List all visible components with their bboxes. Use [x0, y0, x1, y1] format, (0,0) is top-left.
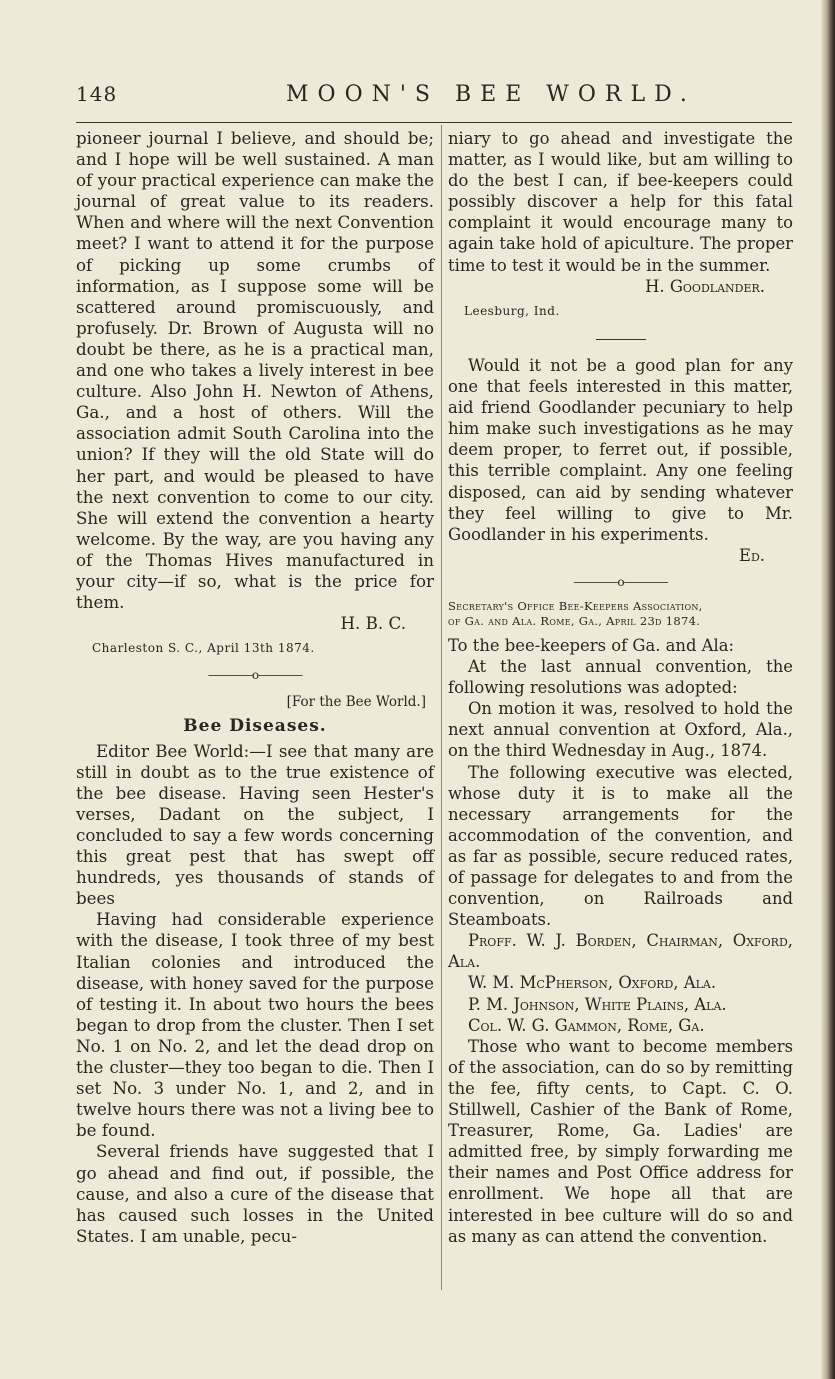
executive-members — [448, 930, 793, 1035]
short-rule — [448, 328, 793, 349]
editor-signature: Ed. — [739, 545, 765, 565]
header-rule — [76, 122, 792, 123]
left-column — [76, 128, 434, 1247]
notice-salutation: To the bee-keepers of Ga. and Ala: — [448, 635, 735, 655]
executive-member: W. M. McPherson, Oxford, Ala. — [468, 973, 717, 993]
book-spine-shadow — [821, 0, 835, 1379]
continued-dateline: Leesburg, Ind. — [464, 303, 560, 318]
executive-member: Col. W. G. Gammon, Rome, Ga. — [468, 1015, 705, 1035]
notice-heading — [448, 599, 793, 629]
continued-signature: H. Goodlander. — [645, 276, 765, 296]
right-column — [448, 128, 793, 1247]
closing-paragraph: Those who want to become members of the association, can do so by remitting the fee, fifty cents, to Capt. C. O. Stillwell, Cashier of the Bank of Rome, Treasurer, Rome, Ga. Ladies' are admitted free, by simply forwarding me their names and Post Office address for enrollment. We hope all that are interested in bee culture will do so and as many as can attend the convention. — [448, 1036, 793, 1246]
notice-paragraph: On motion it was, resolved to hold the next annual convention at Oxford, Ala., on the third Wednesday in Aug., 1874. — [448, 699, 793, 761]
page-number: 148 — [76, 82, 118, 106]
article-title: Bee Diseases. — [183, 715, 327, 736]
column-divider — [441, 125, 442, 1290]
executive-member: P. M. Johnson, White Plains, Ala. — [468, 994, 727, 1014]
letter-body: pioneer journal I believe, and should be; and I hope will be well sustained. A man of your practical experience can make the journal of great value to its readers. When and where will the next Convention meet? I want to attend it for the purpose of picking up some crumbs of information, as I suppose some will be scattered around promiscuously, and profusely. Dr. Brown of Augusta will no doubt be there, as he is a practical man, and one who takes a lively interest in bee culture. Also John H. Newton of Athens, Ga., and a host of others. Will the association admit South Carolina into the union? If they will the old State will do her part, and would be pleased to have the next convention to come to our city. She will extend the convention a hearty welcome. By the way, are you having any of the Thomas Hives manufactured in your city—if so, what is the price for them. — [76, 128, 434, 613]
continued-text: niary to go ahead and investigate the matter, as I would like, but am willing to do the best I can, if bee-keepers could possibly discover a help for this fatal complaint it would encourage many to again take hold of apiculture. The proper time to test it would be in the summer. — [448, 129, 793, 275]
executive-member: Proff. W. J. Borden, Chairman, Oxford, Ala. — [448, 931, 793, 972]
section-separator: ————o———— — [573, 574, 668, 589]
notice-paragraph: The following executive was elected, whose duty it is to make all the necessary arrangements for the accommodation of the convention, and as far as possible, secure reduced rates, of passage for delegates to and from the convention, on Railroads and Steamboats. — [448, 762, 793, 930]
letter-signature: H. B. C. — [340, 613, 406, 634]
letter-dateline: Charleston S. C., April 13th 1874. — [92, 641, 315, 656]
notice-paragraph: At the last annual convention, the following resolutions was adopted: — [448, 657, 793, 698]
editor-note: Would it not be a good plan for any one that feels interested in this matter, aid friend Goodlander pecuniary to help him make such investigations as he may deem proper, to ferret out, if possible, this terrible complaint. Any one feeling disposed, can aid by sending whatever they feel willing to give to Mr. Goodlander in his experiments. — [448, 355, 793, 544]
notice-heading-line: Secretary's Office Bee-Keepers Association, — [448, 598, 703, 613]
article-paragraph: Having had considerable experience with the disease, I took three of my best Italian colonies and introduced the disease, with honey saved for the purpose of testing it. In about two hours the bees began to drop from the cluster. Then I set No. 1 on No. 2, and let the dead drop on the cluster—they too began to die. Then I set No. 3 under No. 1, and 2, and in twelve hours there was not a living bee to be found. — [76, 909, 434, 1141]
article-attribution: [For the Bee World.] — [286, 694, 426, 711]
notice-heading-line: of Ga. and Ala. Rome, Ga., April 23d 1874. — [448, 613, 701, 628]
article-paragraph: Several friends have suggested that I go ahead and find out, if possible, the cause, and also a cure of the disease that has caused such losses in the United States. I am unable, pecu- — [76, 1141, 434, 1246]
running-title: MOON'S BEE WORLD. — [286, 82, 696, 107]
page-header — [76, 82, 796, 112]
section-separator: ————o———— — [207, 668, 303, 683]
article-paragraph: Editor Bee World:—I see that many are still in doubt as to the true existence of the bee disease. Having seen Hester's verses, Dadant on the subject, I concluded to say a few words concerning this great pest that has swept off hundreds, yes thousands of stands of bees — [76, 740, 434, 909]
